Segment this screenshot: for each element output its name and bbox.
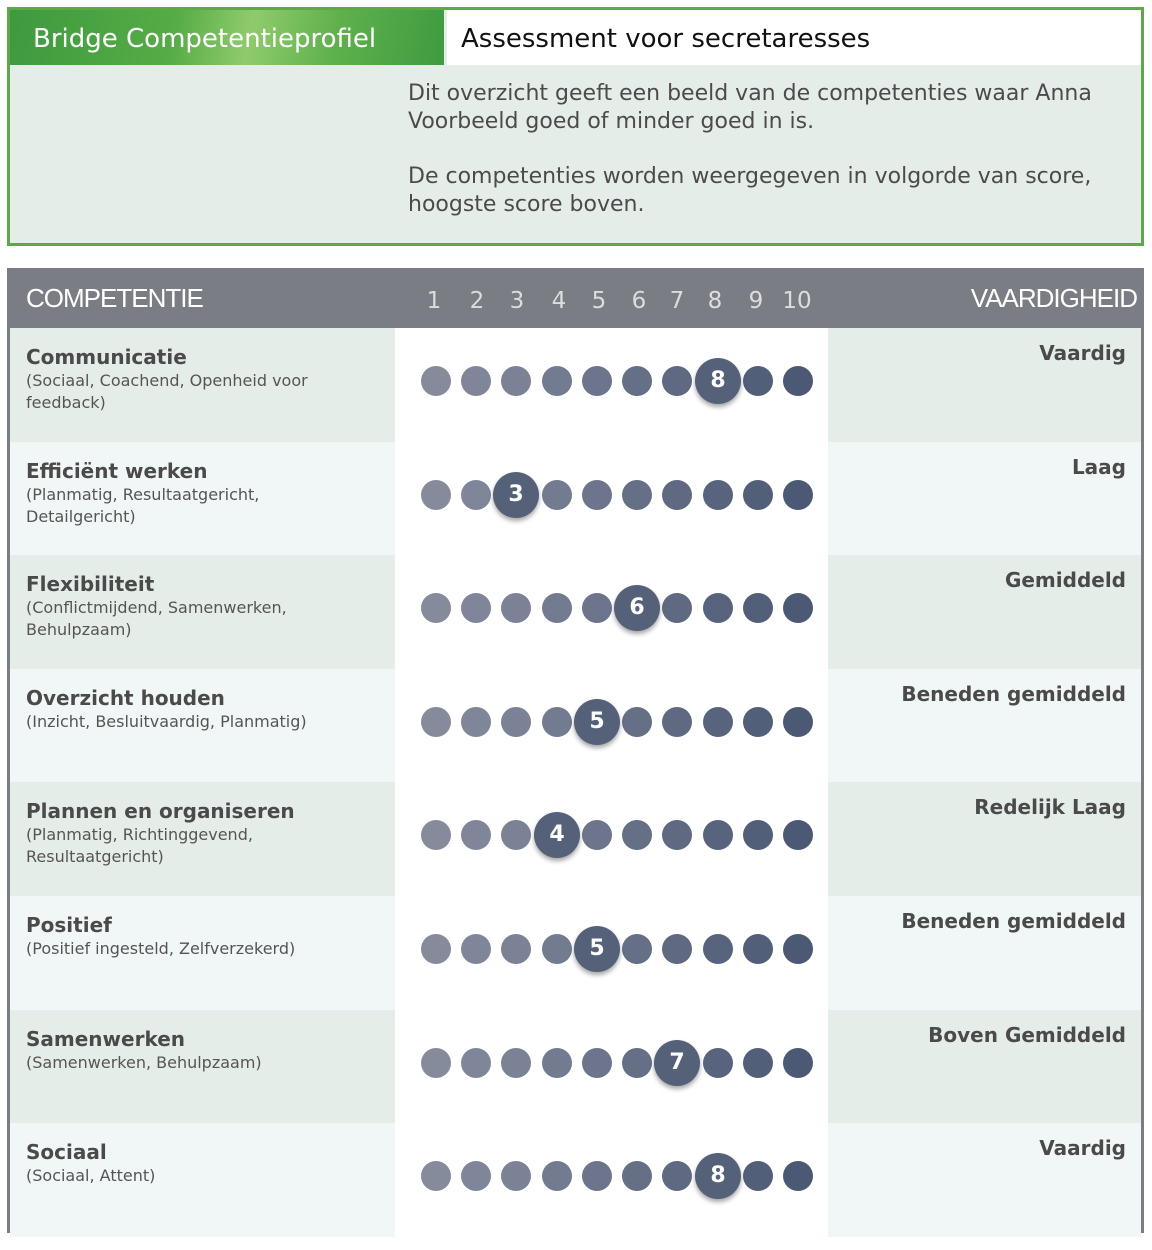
competence-cell bbox=[10, 555, 395, 669]
level-cell bbox=[828, 328, 1141, 442]
score-dot bbox=[461, 1161, 491, 1191]
score-dot bbox=[703, 593, 733, 623]
score-dot bbox=[783, 1161, 813, 1191]
score-dot bbox=[703, 934, 733, 964]
score-dot bbox=[582, 480, 612, 510]
score-dot bbox=[461, 480, 491, 510]
score-marker: 6 bbox=[614, 585, 660, 631]
skill-level: Vaardig bbox=[1039, 341, 1126, 365]
score-dot bbox=[662, 934, 692, 964]
intro-text bbox=[408, 80, 1128, 246]
score-dot bbox=[501, 593, 531, 623]
score-dot bbox=[461, 1048, 491, 1078]
competence-name: Flexibiliteit bbox=[26, 572, 155, 597]
score-dot bbox=[783, 593, 813, 623]
competence-name: Sociaal bbox=[26, 1140, 107, 1165]
skill-level: Redelijk Laag bbox=[974, 795, 1126, 820]
intro-paragraph-1: Dit overzicht geeft een beeld van de competenties waar Anna Voorbeeld goed of minder goed in is. bbox=[408, 81, 1092, 134]
table-row bbox=[10, 896, 1141, 1010]
brand-banner bbox=[10, 10, 444, 65]
table-row bbox=[10, 1010, 1141, 1124]
score-dot bbox=[421, 1048, 451, 1078]
table-row bbox=[10, 782, 1141, 896]
score-dot bbox=[582, 1048, 612, 1078]
table-header bbox=[10, 268, 1141, 328]
score-dot bbox=[501, 366, 531, 396]
table-row bbox=[10, 555, 1141, 669]
score-dot bbox=[421, 366, 451, 396]
score-dot bbox=[743, 934, 773, 964]
score-dot bbox=[461, 593, 491, 623]
score-cell bbox=[395, 669, 828, 783]
score-dot bbox=[743, 593, 773, 623]
competence-description: (Planmatig, Resultaatgericht, Detailgericht) bbox=[26, 484, 260, 526]
score-dot bbox=[421, 707, 451, 737]
score-dot bbox=[542, 707, 572, 737]
score-marker: 7 bbox=[654, 1040, 700, 1086]
score-dot bbox=[582, 1161, 612, 1191]
score-cell bbox=[395, 782, 828, 896]
skill-level: Laag bbox=[1071, 454, 1126, 479]
score-dot bbox=[743, 1161, 773, 1191]
competence-name: Samenwerken bbox=[26, 1026, 186, 1051]
level-cell bbox=[828, 782, 1141, 896]
score-dot bbox=[622, 366, 652, 396]
competence-table bbox=[7, 268, 1144, 1233]
level-cell bbox=[828, 896, 1141, 1010]
score-dot bbox=[622, 934, 652, 964]
score-dot bbox=[703, 1048, 733, 1078]
competence-name: Overzicht houden bbox=[26, 685, 225, 710]
score-dot bbox=[622, 1048, 652, 1078]
score-dot bbox=[743, 480, 773, 510]
score-cell bbox=[395, 896, 828, 1010]
table-row bbox=[10, 442, 1141, 556]
level-cell bbox=[828, 1123, 1141, 1237]
score-dot bbox=[743, 820, 773, 850]
score-marker: 5 bbox=[574, 926, 620, 972]
score-dot bbox=[461, 707, 491, 737]
scale-number-6: 6 bbox=[631, 288, 647, 314]
competence-description: (Conflictmijdend, Samenwerken, Behulpzaam) bbox=[26, 598, 287, 640]
table-row bbox=[10, 328, 1141, 442]
score-dot bbox=[542, 480, 572, 510]
scale-number-7: 7 bbox=[669, 288, 685, 314]
competence-cell bbox=[10, 328, 395, 442]
score-dot bbox=[501, 707, 531, 737]
intro-panel bbox=[7, 7, 1144, 246]
score-dot bbox=[783, 480, 813, 510]
score-dot bbox=[501, 820, 531, 850]
scale-number-10: 10 bbox=[782, 288, 812, 314]
column-header-vaardigheid: VAARDIGHEID bbox=[970, 283, 1137, 313]
score-dot bbox=[703, 707, 733, 737]
score-marker: 5 bbox=[574, 699, 620, 745]
score-marker: 4 bbox=[534, 812, 580, 858]
competence-name: Plannen en organiseren bbox=[26, 799, 295, 824]
competence-name: Communicatie bbox=[26, 345, 187, 369]
score-cell bbox=[395, 555, 828, 669]
score-dot bbox=[542, 1161, 572, 1191]
competence-name: Efficiënt werken bbox=[26, 458, 208, 483]
competence-cell bbox=[10, 1123, 395, 1237]
score-dot bbox=[622, 1161, 652, 1191]
score-cell bbox=[395, 1123, 828, 1237]
document-title: Assessment voor secretaresses bbox=[461, 24, 871, 54]
score-dot bbox=[662, 366, 692, 396]
score-dot bbox=[421, 593, 451, 623]
score-dot bbox=[662, 593, 692, 623]
table-row bbox=[10, 1123, 1141, 1237]
score-dot bbox=[783, 707, 813, 737]
score-dot bbox=[622, 480, 652, 510]
level-cell bbox=[828, 442, 1141, 556]
competence-description: (Samenwerken, Behulpzaam) bbox=[26, 1052, 262, 1072]
competence-name: Positief bbox=[26, 913, 112, 937]
score-dot bbox=[542, 593, 572, 623]
score-dot bbox=[461, 366, 491, 396]
score-dot bbox=[783, 366, 813, 396]
score-cell bbox=[395, 328, 828, 442]
document-title-box bbox=[447, 10, 1141, 65]
score-marker: 8 bbox=[695, 1153, 741, 1199]
score-dot bbox=[622, 707, 652, 737]
score-dot bbox=[783, 820, 813, 850]
score-dot bbox=[662, 707, 692, 737]
scale-number-8: 8 bbox=[707, 288, 723, 314]
score-dot bbox=[501, 1161, 531, 1191]
score-dot bbox=[783, 934, 813, 964]
score-dot bbox=[461, 934, 491, 964]
scale-number-1: 1 bbox=[426, 288, 442, 314]
score-dot bbox=[743, 1048, 773, 1078]
intro-header bbox=[10, 10, 1141, 65]
level-cell bbox=[828, 555, 1141, 669]
score-dot bbox=[743, 366, 773, 396]
skill-level: Vaardig bbox=[1039, 1136, 1126, 1161]
score-dot bbox=[421, 820, 451, 850]
scale-number-5: 5 bbox=[591, 288, 607, 314]
competence-description: (Sociaal, Coachend, Openheid voor feedback) bbox=[26, 371, 308, 412]
score-dot bbox=[421, 480, 451, 510]
score-marker: 8 bbox=[695, 358, 741, 404]
score-cell bbox=[395, 1010, 828, 1124]
brand-title: Bridge Competentieprofiel bbox=[33, 24, 377, 54]
score-dot bbox=[783, 1048, 813, 1078]
score-dot bbox=[582, 820, 612, 850]
scale-number-4: 4 bbox=[551, 288, 567, 314]
table-row bbox=[10, 669, 1141, 783]
score-dot bbox=[582, 593, 612, 623]
score-dot bbox=[501, 1048, 531, 1078]
scale-number-2: 2 bbox=[469, 288, 485, 314]
level-cell bbox=[828, 1010, 1141, 1124]
score-dot bbox=[662, 480, 692, 510]
score-dot bbox=[542, 934, 572, 964]
score-dot bbox=[421, 1161, 451, 1191]
score-dot bbox=[461, 820, 491, 850]
competence-cell bbox=[10, 1010, 395, 1124]
competence-description: (Inzicht, Besluitvaardig, Planmatig) bbox=[26, 711, 307, 731]
competence-cell bbox=[10, 896, 395, 1010]
intro-paragraph-2: De competenties worden weergegeven in volgorde van score, hoogste score boven. bbox=[408, 164, 1092, 217]
skill-level: Gemiddeld bbox=[1004, 568, 1126, 593]
competence-description: (Positief ingesteld, Zelfverzekerd) bbox=[26, 939, 296, 958]
score-dot bbox=[703, 820, 733, 850]
score-dot bbox=[662, 1161, 692, 1191]
level-cell bbox=[828, 669, 1141, 783]
skill-level: Boven Gemiddeld bbox=[928, 1022, 1126, 1047]
scale-number-3: 3 bbox=[509, 288, 525, 314]
score-dot bbox=[542, 1048, 572, 1078]
score-dot bbox=[421, 934, 451, 964]
skill-level: Beneden gemiddeld bbox=[901, 909, 1126, 933]
competence-description: (Planmatig, Richtinggevend, Resultaatgericht) bbox=[26, 825, 253, 867]
score-dot bbox=[743, 707, 773, 737]
score-dot bbox=[501, 934, 531, 964]
competence-description: (Sociaal, Attent) bbox=[26, 1166, 156, 1186]
score-cell bbox=[395, 442, 828, 556]
skill-level: Beneden gemiddeld bbox=[901, 681, 1126, 706]
competence-cell bbox=[10, 669, 395, 783]
score-dot bbox=[622, 820, 652, 850]
score-dot bbox=[662, 820, 692, 850]
score-dot bbox=[703, 480, 733, 510]
score-marker: 3 bbox=[493, 472, 539, 518]
column-header-competentie: COMPETENTIE bbox=[26, 283, 203, 313]
competence-cell bbox=[10, 442, 395, 556]
scale-number-9: 9 bbox=[748, 288, 764, 314]
competence-cell bbox=[10, 782, 395, 896]
score-dot bbox=[582, 366, 612, 396]
score-dot bbox=[542, 366, 572, 396]
